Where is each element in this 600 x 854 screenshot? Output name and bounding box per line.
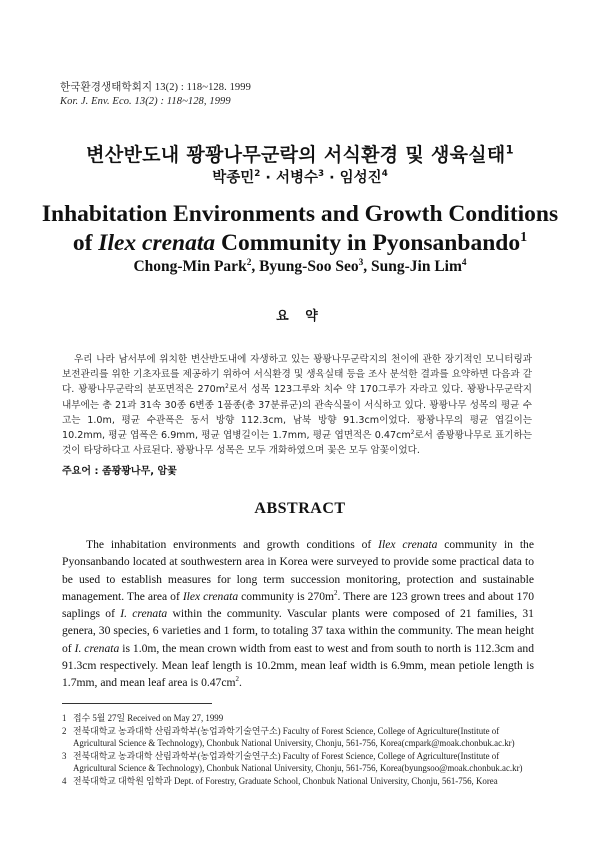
keywords: 주요어 : 좀꽝꽝나무, 암꽃 xyxy=(62,466,177,477)
abstract-superscript: 2 xyxy=(334,589,338,598)
korean-title xyxy=(0,140,600,167)
author-ko-3-note: 4 xyxy=(381,169,388,180)
english-title-footnote-mark: 1 xyxy=(520,229,528,246)
abstract-superscript: 2 xyxy=(235,675,240,684)
author-en-1: Chong-Min Park xyxy=(133,258,247,275)
footnote-text: 전북대학교 농과대학 산림과학부(농업과학기술연구소) Faculty of Forest Science, College of Agriculture(Institute of Agricultural Science & Technology), Chonbuk National University, Chonju, 561-756, Korea(byungsoo@moak.chonbuk.ac.kr) xyxy=(73,750,523,774)
journal-citation-english: Kor. J. Env. Eco. 13(2) : 118~128, 1999 xyxy=(60,96,231,107)
footnote xyxy=(62,750,542,775)
footnotes xyxy=(62,712,542,788)
author-ko-1: 박종민 xyxy=(212,170,255,186)
author-en-3-note: 4 xyxy=(461,257,467,268)
abstract-species: I. crenata xyxy=(120,607,168,621)
abstract-species: Ilex crenata xyxy=(182,589,239,603)
abstract-text: is 1.0m, the mean crown width from east to west and from south to north is 112.3cm and 91.3cm respectively. Mean leaf length is 10.2mm, mean leaf width is 6.9mm, mean petiole length is 1.7mm, and mean leaf area is 0.47cm xyxy=(62,641,534,690)
abstract-text: . xyxy=(239,676,242,690)
english-title-prefix: of xyxy=(72,230,99,256)
footnote xyxy=(62,712,542,725)
abstract-text: The inhabitation environments and growth conditions of xyxy=(86,538,379,551)
korean-summary-superscript-1: 2 xyxy=(225,384,229,391)
author-en-2: Byung-Soo Seo xyxy=(259,258,359,275)
summary-heading: 요 약 xyxy=(276,309,324,324)
footnote-number: 4 xyxy=(62,775,67,786)
abstract-species: Ilex crenata xyxy=(378,538,438,551)
korean-title-text: 변산반도내 꽝꽝나무군락의 서식환경 및 생육실태 xyxy=(86,144,506,166)
author-en-1-note: 2 xyxy=(246,257,252,268)
footnote xyxy=(62,775,542,788)
english-title-line-1: Inhabitation Environments and Growth Conditions xyxy=(41,201,559,227)
english-title-suffix: Community in Pyonsanbando xyxy=(215,230,521,256)
abstract-heading: ABSTRACT xyxy=(254,500,346,517)
korean-summary-superscript-2: 2 xyxy=(410,429,415,436)
author-ko-2: 서병수 xyxy=(275,170,318,186)
footnote-text: 접수 5월 27일 Received on May 27, 1999 xyxy=(73,713,224,723)
author-en-separator: , xyxy=(251,258,260,275)
author-en-2-note: 3 xyxy=(358,257,364,268)
korean-summary-part-1: 우리 나라 남서부에 위치한 변산반도내에 자생하고 있는 꽝꽝나무군락지의 천이에 관한 장기적인 모니터링과 보전관리를 위한 기초자료를 제공하기 위하여 서식환경 및 생육실태 등을 조사 분석한 결과를 요약하면 다음과 같다. 꽝꽝나무군락의 분포면적은 270m xyxy=(62,354,532,396)
korean-summary-part-2: 로서 성목 123그루와 치수 약 170그루가 자라고 있다. 꽝꽝나무군락지 내부에는 총 21과 31속 30종 6변종 1품종(총 37분류군)의 관속식물이 서식하고 있다. 꽝꽝나무 성목의 평균 수고는 1.0m, 평균 수관폭은 동서 방향 112.3cm, 남북 방향 91.3cm이었다. 꽝꽝나무의 평균 엽길이는 10.2mm, 평균 엽폭은 6.9mm, 평균 엽병길이는 1.7mm, 평균 엽면적은 0.47cm xyxy=(62,384,532,442)
author-en-separator: , xyxy=(363,258,371,275)
korean-summary-part-3: 로서 좀꽝꽝나무로 표기하는 것이 타당하다고 사료된다. 꽝꽝나무 성목은 모두 개화하였으며 꽃은 모두 암꽃이었다. xyxy=(62,430,533,457)
footnote xyxy=(62,725,542,750)
footnote-text: 전북대학교 대학원 임학과 Dept. of Forestry, Graduate School, Chonbuk National University, Chonju, 561-756, Korea xyxy=(73,775,498,786)
abstract-text: community is 270m xyxy=(238,589,335,603)
author-separator: · xyxy=(265,170,271,186)
abstract-text: community in the Pyonsanbando located at southwestern area in Korea were surveyed to provide some practical data to be used to establish measures for long term succession monitoring, protection and sustainable management. The area of xyxy=(62,538,534,603)
korean-authors xyxy=(0,166,600,187)
footnote-number: 2 xyxy=(62,725,67,736)
abstract-species: I. crenata xyxy=(74,641,120,655)
abstract-body xyxy=(62,536,534,692)
footnote-divider xyxy=(62,703,212,704)
korean-title-footnote-mark: 1 xyxy=(505,142,514,157)
journal-citation-korean: 한국환경생태학회지 13(2) : 118~128. 1999 xyxy=(60,82,251,93)
english-title xyxy=(0,200,600,258)
english-title-species: Ilex crenata xyxy=(98,230,216,256)
abstract-text: . There are 123 grown trees and about 170 saplings of xyxy=(62,589,534,621)
author-ko-3: 임성진 xyxy=(339,170,382,186)
author-separator: · xyxy=(329,170,335,186)
author-en-3: Sung-Jin Lim xyxy=(371,258,462,275)
author-ko-1-note: 2 xyxy=(254,169,261,180)
abstract-text: within the community. Vascular plants were composed of 21 families, 31 genera, 30 species, 6 varieties and 1 form, to totaling 37 taxa within the community. The mean height of xyxy=(62,607,534,655)
author-ko-2-note: 3 xyxy=(317,169,325,180)
footnote-text: 전북대학교 농과대학 산림과학부(농업과학기술연구소) Faculty of Forest Science, College of Agriculture(Institute of Agricultural Science & Technology), Chonbuk National University, Chonju, 561-756, Korea(cmpark@moak.chonbuk.ac.kr) xyxy=(73,725,515,749)
english-title-line-2 xyxy=(0,229,600,258)
korean-summary xyxy=(62,352,532,458)
footnote-number: 3 xyxy=(62,750,67,761)
footnote-number: 1 xyxy=(62,713,67,723)
english-authors xyxy=(0,258,600,276)
